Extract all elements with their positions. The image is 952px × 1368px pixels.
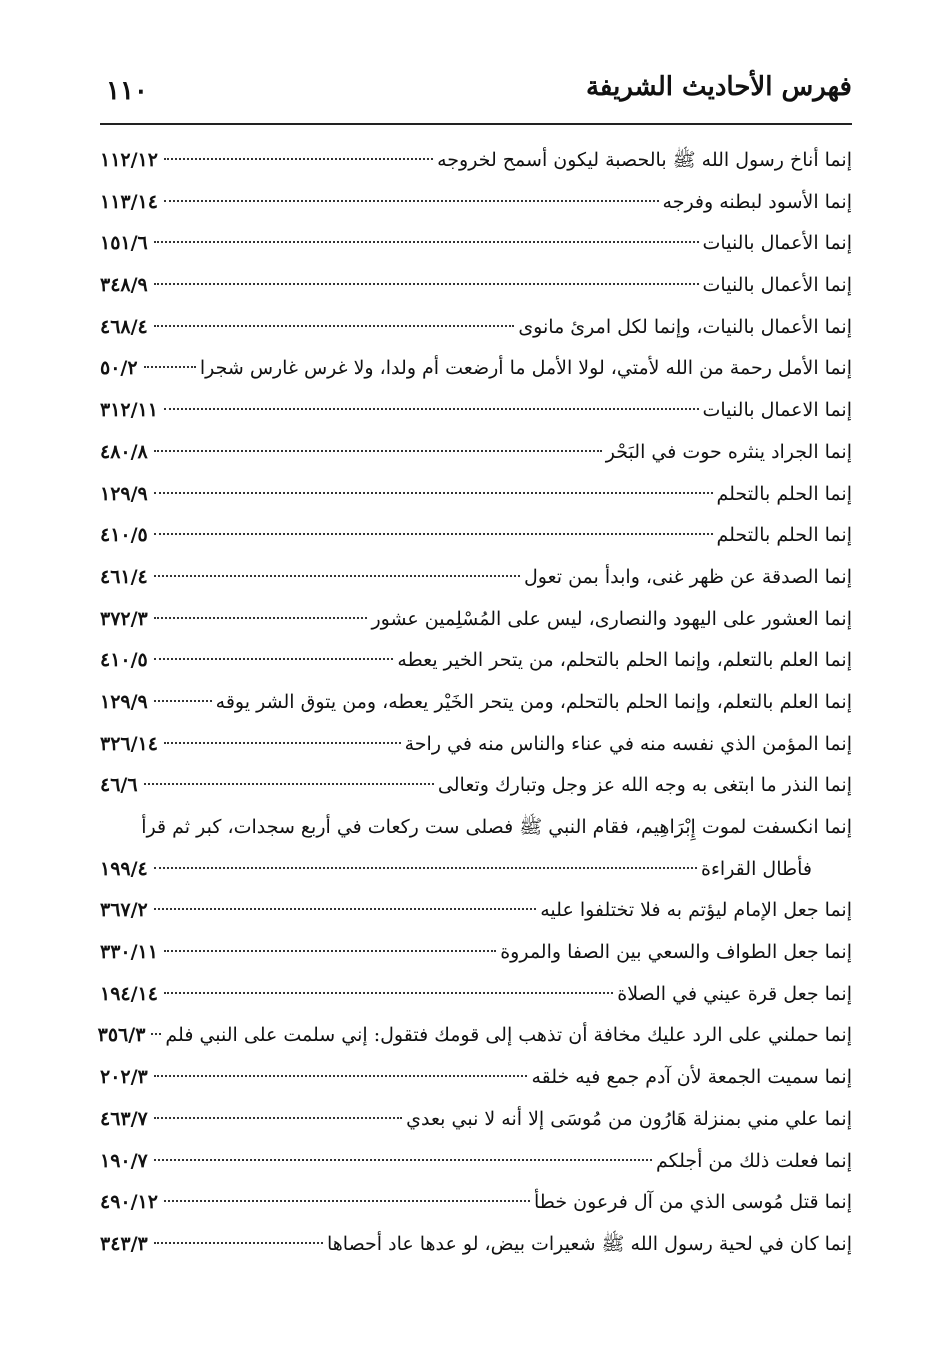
- hadith-text: إنما سميت الجمعة لأن آدم جمع فيه خلقه: [531, 1066, 852, 1089]
- hadith-text: إنما الأعمال بالنيات، وإنما لكل امرئ مانوى: [518, 315, 852, 338]
- leader-dots: [164, 158, 433, 160]
- reference: ٣٧٢/٣: [100, 607, 148, 630]
- reference: ٤٦٣/٧: [100, 1107, 148, 1130]
- leader-dots: [154, 450, 602, 452]
- leader-dots: [154, 533, 713, 535]
- hadith-text-continuation: فأطال القراءة: [701, 857, 812, 880]
- reference: ٣٢٦/١٤: [100, 732, 158, 755]
- hadith-text: إنما الحلم بالتحلم: [716, 482, 852, 505]
- list-item: [100, 682, 852, 724]
- reference: ٤١٠/٥: [100, 649, 148, 672]
- reference: ٤٨٠/٨: [100, 440, 148, 463]
- leader-dots: [164, 200, 659, 202]
- list-item: [100, 1182, 852, 1224]
- list-item: [100, 724, 852, 766]
- leader-dots: [154, 908, 536, 910]
- hadith-text: إنما أناخ رسول الله ﷺ بالحصبة ليكون أسمح لخروجه: [437, 149, 852, 171]
- reference: ٤٦٨/٤: [100, 315, 148, 338]
- reference: ٣٤٨/٩: [100, 274, 148, 297]
- list-item: [100, 348, 852, 390]
- list-item: [100, 557, 852, 599]
- list-item: [100, 223, 852, 265]
- reference: ١٢٩/٩: [100, 482, 148, 505]
- leader-dots: [154, 700, 212, 702]
- reference: ٤١٠/٥: [100, 524, 148, 547]
- list-item: [100, 1099, 852, 1141]
- page-title: فهرس الأحاديث الشريفة: [585, 72, 852, 102]
- hadith-text: إنما جعل الإمام ليؤتم به فلا تختلفوا عليه: [540, 899, 852, 922]
- hadith-text: إنما العشور على اليهود والنصارى، ليس على المُسْلِمين عشور: [371, 607, 852, 630]
- leader-dots: [164, 950, 496, 952]
- reference: ٣٦٧/٢: [100, 899, 148, 922]
- list-item: [100, 515, 852, 557]
- page-number: ١١٠: [106, 76, 148, 106]
- list-item: [100, 390, 852, 432]
- header-rule: [100, 123, 852, 125]
- reference: ١٩٩/٤: [100, 857, 148, 880]
- hadith-text: إنما الأسود لبطنه وفرجه: [662, 190, 852, 213]
- leader-dots: [154, 283, 699, 285]
- hadith-index-list: [97, 140, 852, 1266]
- hadith-text: إنما العلم بالتعلم، وإنما الحلم بالتحلم، من يتحر الخير يعطه: [397, 649, 852, 672]
- leader-dots: [154, 1117, 402, 1119]
- list-item: [100, 307, 852, 349]
- hadith-text: إنما الصدقة عن ظهر غنى، وابدأ بمن تعول: [523, 565, 852, 588]
- list-item: [100, 140, 852, 182]
- hadith-text: إنما انكسفت لموت إِبْرَاهِيم، فقام النبي ﷺ فصلى ست ركعات في أربع سجدات، كبر ثم قرأ: [141, 816, 852, 838]
- reference: ١٩٠/٧: [100, 1149, 148, 1172]
- hadith-text: إنما الأمل رحمة من الله لأمتي، لولا الأمل ما أرضعت أم ولدا، ولا غرس غارس شجرا: [199, 357, 852, 380]
- reference: ١٢٩/٩: [100, 690, 148, 713]
- hadith-text: إنما المؤمن الذي نفسه منه في عناء والناس منه في راحة: [404, 732, 852, 755]
- list-item: [97, 1015, 852, 1057]
- hadith-text: إنما النذر ما ابتغى به وجه الله عز وجل وتبارك وتعالى: [437, 774, 852, 797]
- reference: ١٩٤/١٤: [100, 982, 158, 1005]
- leader-dots: [154, 575, 520, 577]
- reference: ٣٣٠/١١: [100, 941, 158, 964]
- list-item: [100, 599, 852, 641]
- reference: ٣٥٦/٣: [97, 1024, 146, 1047]
- list-item: [100, 765, 852, 807]
- hadith-text: إنما علي مني بمنزلة هَارُون من مُوسَى إلا أنه لا نبي بعدي: [406, 1107, 852, 1130]
- hadith-text: إنما الأعمال بالنيات: [702, 274, 852, 297]
- hadith-text: إنما كان في لحية رسول الله ﷺ شعيرات بيض، لو عدها عاد أحصاها: [326, 1232, 852, 1255]
- leader-dots: [154, 241, 699, 243]
- leader-dots: [151, 1033, 161, 1035]
- leader-dots: [164, 992, 613, 994]
- list-item: [100, 890, 852, 932]
- hadith-text: إنما العلم بالتعلم، وإنما الحلم بالتحلم، ومن يتحر الخَيْر يعطه، ومن يتوق الشر يوقه: [215, 690, 852, 713]
- leader-dots: [154, 492, 713, 494]
- leader-dots: [144, 783, 434, 785]
- hadith-text: إنما فعلت ذلك من أجلكم: [655, 1149, 852, 1172]
- leader-dots: [164, 742, 401, 744]
- list-item: [100, 932, 852, 974]
- leader-dots: [154, 867, 697, 869]
- hadith-text: إنما حملني على الرد عليك مخافة أن تذهب إلى قومك فتقول: إني سلمت على النبي فلم: [165, 1024, 852, 1047]
- list-item: [100, 265, 852, 307]
- list-item: [100, 432, 852, 474]
- leader-dots: [144, 366, 196, 368]
- list-item: [100, 1057, 852, 1099]
- hadith-text: إنما الأعمال بالنيات: [702, 232, 852, 255]
- list-item: [100, 1141, 852, 1183]
- reference: ٤٦١/٤: [100, 565, 148, 588]
- hadith-text: إنما الحلم بالتحلم: [716, 524, 852, 547]
- list-item: [100, 807, 852, 890]
- reference: ٣١٢/١١: [100, 399, 158, 422]
- leader-dots: [154, 1075, 528, 1077]
- leader-dots: [164, 1200, 530, 1202]
- reference: ٢٠٢/٣: [100, 1066, 148, 1089]
- list-item: [100, 974, 852, 1016]
- reference: ٥٠/٢: [100, 357, 138, 380]
- hadith-text: إنما الجراد ينثره حوت في البَحْر: [605, 440, 852, 463]
- reference: ١١٢/١٢: [100, 149, 158, 171]
- leader-dots: [164, 408, 699, 410]
- hadith-text: إنما جعل قرة عيني في الصلاة: [617, 982, 852, 1005]
- reference: ١٥١/٦: [100, 232, 148, 255]
- leader-dots: [154, 658, 394, 660]
- leader-dots: [154, 325, 515, 327]
- reference: ٤٩٠/١٢: [100, 1191, 158, 1214]
- list-item: [100, 640, 852, 682]
- leader-dots: [154, 617, 368, 619]
- reference: ٣٤٣/٣: [100, 1232, 148, 1255]
- hadith-text: إنما قتل مُوسى الذي من آل فرعون خطأ: [534, 1191, 852, 1214]
- list-item: [100, 474, 852, 516]
- list-item: [100, 182, 852, 224]
- list-item: [100, 1224, 852, 1266]
- page-header: [100, 66, 852, 110]
- leader-dots: [154, 1159, 652, 1161]
- hadith-text: إنما الاعمال بالنيات: [702, 399, 852, 422]
- reference: ٤٦/٦: [100, 774, 138, 797]
- leader-dots: [154, 1242, 323, 1244]
- hadith-text: إنما جعل الطواف والسعي بين الصفا والمروة: [500, 941, 852, 964]
- reference: ١١٣/١٤: [100, 190, 158, 213]
